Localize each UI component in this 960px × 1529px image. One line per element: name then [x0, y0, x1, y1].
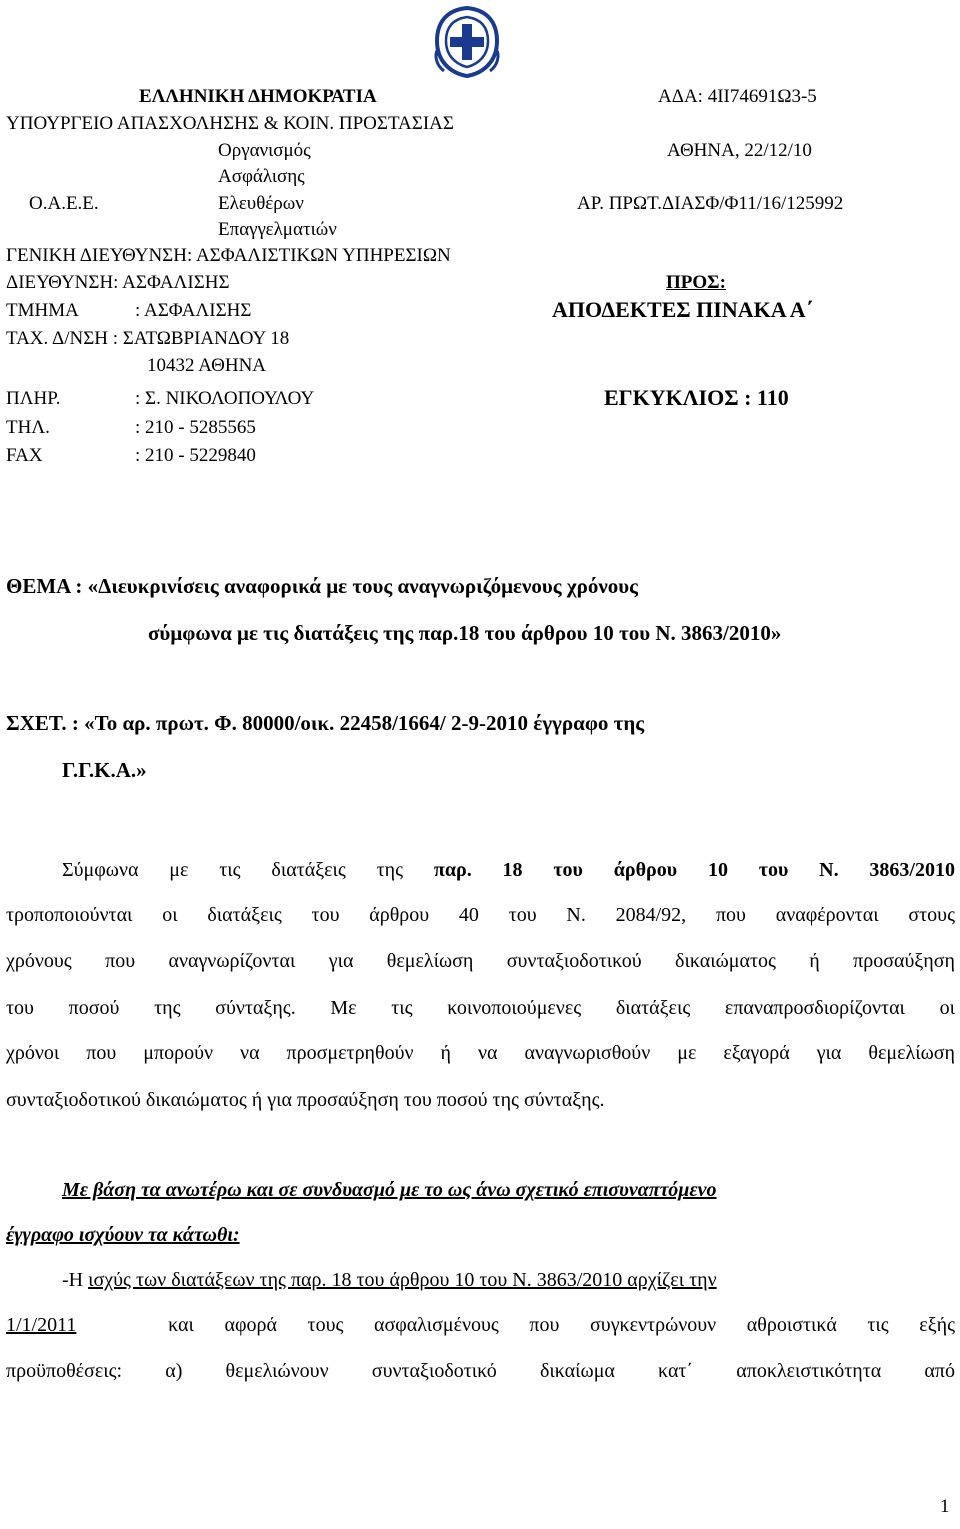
postal-address: ΤΑΧ. Δ/ΝΣΗ : ΣΑΤΩΒΡΙΑΝΔΟΥ 18 — [6, 328, 290, 349]
subject-line-2: σύμφωνα με τις διατάξεις της παρ.18 του άρθρου 10 του Ν. 3863/2010» — [148, 621, 782, 645]
paragraph-3-line-1: -Η ισχύς των διατάξεων της παρ. 18 του άρθρου 10 του Ν. 3863/2010 αρχίζει την — [62, 1269, 717, 1291]
fax-value: : 210 - 5229840 — [135, 445, 256, 466]
circular-number: ΕΓΚΥΚΛΙΟΣ : 110 — [604, 385, 789, 410]
ada-code: ΑΔΑ: 4ΙΙ74691Ω3-5 — [658, 86, 817, 107]
organization-line-2: Ασφάλισης — [218, 166, 305, 187]
recipients-label: ΠΡΟΣ: — [666, 272, 726, 293]
reference-line-1: ΣΧΕΤ. : «Το αρ. πρωτ. Φ. 80000/οικ. 22458/1664/ 2-9-2010 έγγραφο της — [6, 711, 645, 735]
paragraph-3-line-3: προϋποθέσεις: α) θεμελιώνουν συνταξιοδοτικό δικαίωμα κατ΄ αποκλειστικότητα από — [6, 1360, 955, 1382]
postal-city: 10432 ΑΘΗΝΑ — [147, 355, 267, 376]
paragraph-2-line-1: Με βάση τα ανωτέρω και σε συνδυασμό με το ως άνω σχετικό επισυναπτόμενο — [62, 1179, 717, 1201]
department-value: : ΑΣΦΑΛΙΣΗΣ — [135, 300, 252, 321]
paragraph-1-line-4: του ποσού της σύνταξης. Με τις κοινοποιούμενες διατάξεις επαναπροσδιορίζονται οι — [6, 997, 955, 1019]
paragraph-1-line-1: Σύμφωνα με τις διατάξεις της παρ. 18 του άρθρου 10 του Ν. 3863/2010 — [62, 859, 955, 881]
paragraph-3-line-2: 1/1/2011 και αφορά τους ασφαλισμένους που συγκεντρώνουν αθροιστικά τις εξής — [6, 1314, 955, 1336]
document-date: ΑΘΗΝΑ, 22/12/10 — [667, 140, 812, 161]
greek-coat-of-arms-emblem — [432, 5, 502, 79]
protocol-number: ΑΡ. ΠΡΩΤ.ΔΙΑΣΦ/Φ11/16/125992 — [577, 193, 844, 214]
country-heading: ΕΛΛΗΝΙΚΗ ΔΗΜΟΚΡΑΤΙΑ — [139, 86, 377, 107]
subject-line-1: ΘΕΜΑ : «Διευκρινίσεις αναφορικά με τους αναγνωριζόμενους χρόνους — [6, 574, 638, 598]
ministry-name: ΥΠΟΥΡΓΕΙΟ ΑΠΑΣΧΟΛΗΣΗΣ & ΚΟΙΝ. ΠΡΟΣΤΑΣΙΑΣ — [6, 113, 454, 134]
paragraph-1-line-2: τροποποιούνται οι διατάξεις του άρθρου 40 του Ν. 2084/92, που αναφέρονται στους — [6, 904, 955, 926]
recipients-value: ΑΠΟΔΕΚΤΕΣ ΠΙΝΑΚΑ Α΄ — [552, 297, 813, 322]
general-directorate: ΓΕΝΙΚΗ ΔΙΕΥΘΥΝΣΗ: ΑΣΦΑΛΙΣΤΙΚΩΝ ΥΠΗΡΕΣΙΩΝ — [6, 245, 451, 266]
paragraph-2-line-2: έγγραφο ισχύουν τα κάτωθι: — [6, 1224, 240, 1246]
directorate: ΔΙΕΥΘΥΝΣΗ: ΑΣΦΑΛΙΣΗΣ — [6, 272, 230, 293]
organization-abbreviation: Ο.Α.Ε.Ε. — [29, 193, 99, 214]
paragraph-1-line-5: χρόνοι που μπορούν να προσμετρηθούν ή να αναγνωρισθούν με εξαγορά για θεμελίωση — [6, 1042, 955, 1064]
page-number: 1 — [940, 1496, 950, 1517]
contact-label: ΠΛΗΡ. — [6, 388, 61, 409]
phone-label: ΤΗΛ. — [6, 417, 50, 438]
organization-line-4: Επαγγελματιών — [218, 219, 337, 240]
paragraph-1-line-3: χρόνους που αναγνωρίζονται για θεμελίωση συνταξιοδοτικού δικαιώματος ή προσαύξηση — [6, 950, 955, 972]
paragraph-1-line-6: συνταξιοδοτικού δικαιώματος ή για προσαύξηση του ποσού της σύνταξης. — [6, 1089, 605, 1111]
phone-value: : 210 - 5285565 — [135, 417, 256, 438]
department-label: ΤΜΗΜΑ — [6, 300, 79, 321]
fax-label: FAX — [6, 445, 43, 466]
reference-line-2: Γ.Γ.Κ.Α.» — [62, 758, 147, 782]
contact-name: : Σ. ΝΙΚΟΛΟΠΟΥΛΟΥ — [135, 388, 315, 409]
organization-line-1: Οργανισμός — [218, 140, 311, 161]
organization-line-3: Ελευθέρων — [218, 193, 304, 214]
